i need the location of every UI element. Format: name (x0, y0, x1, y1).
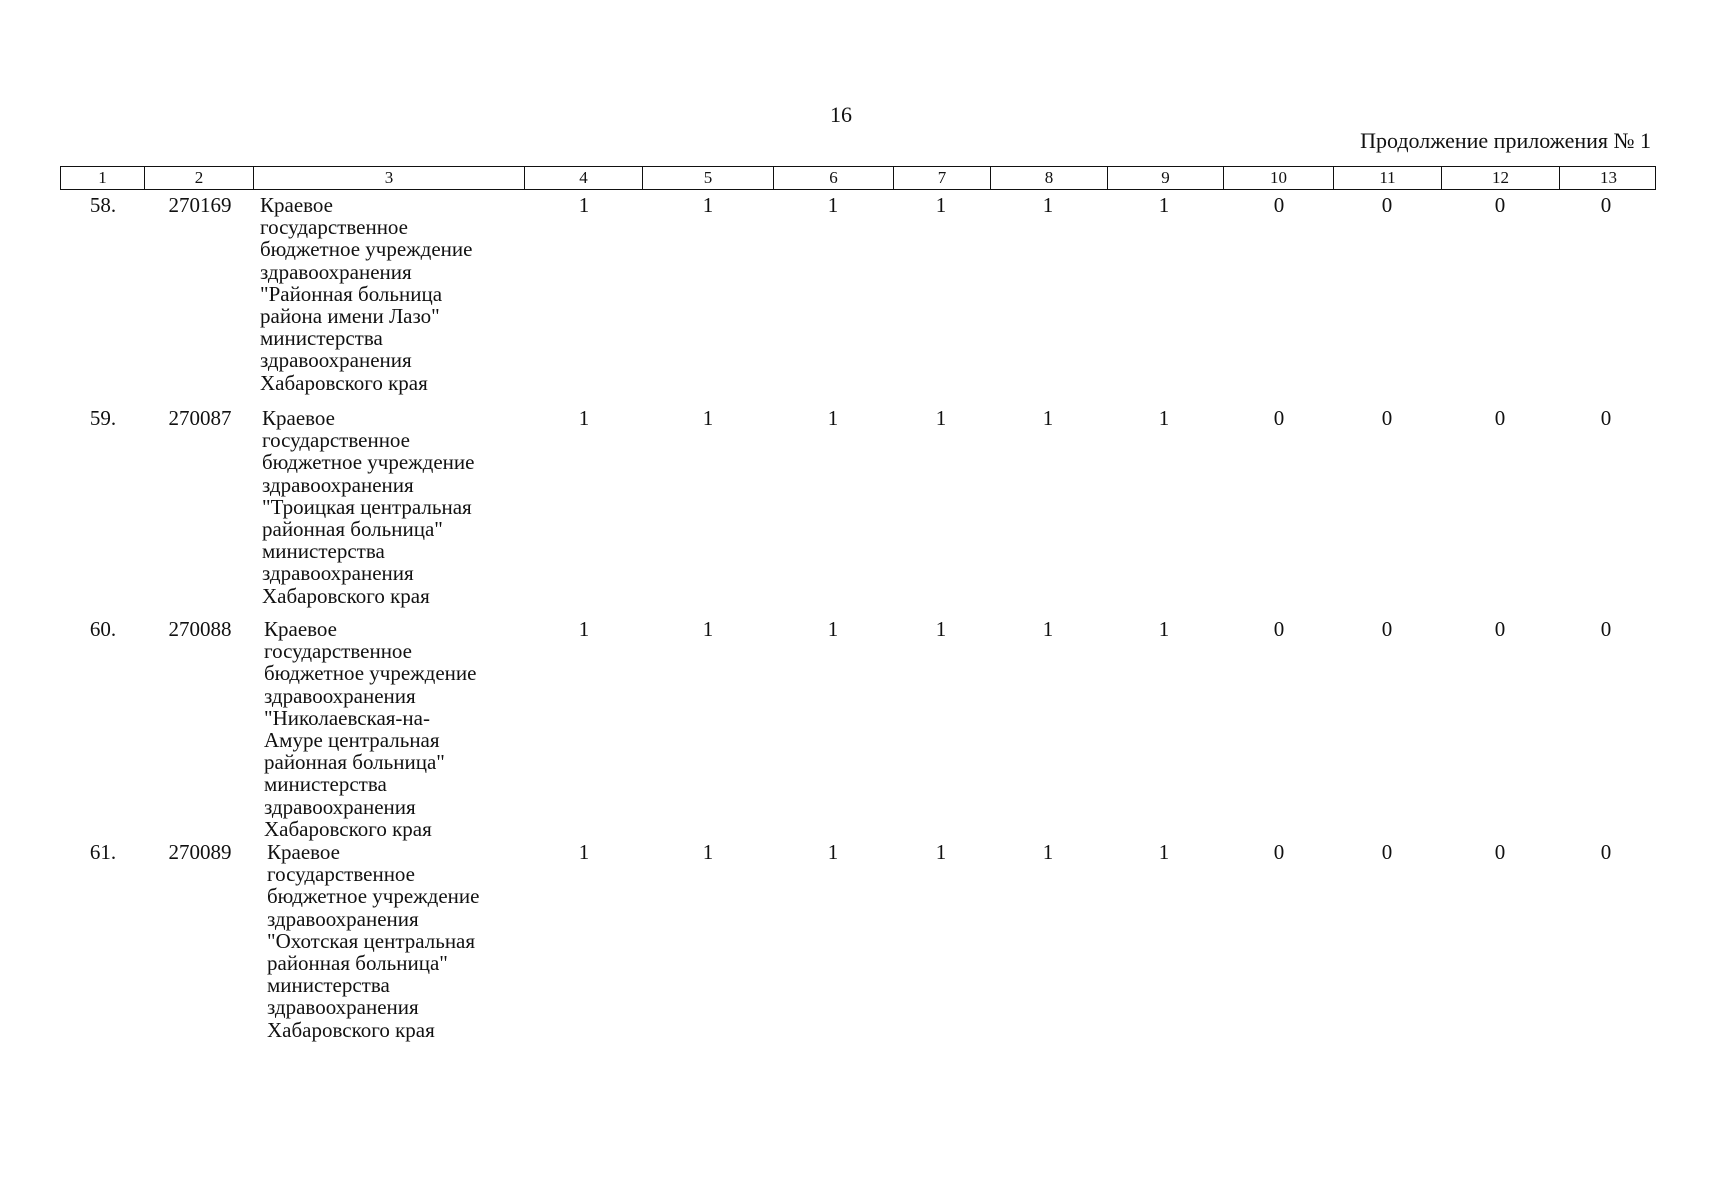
value-col-13: 0 (1600, 840, 1612, 864)
name-line: Краевое (260, 193, 333, 217)
name-line: государственное (264, 639, 413, 664)
value-col-4: 1 (578, 840, 590, 864)
institution-code: 270088 (168, 617, 232, 641)
name-line: здравоохранения (262, 472, 414, 497)
value-col-4: 1 (578, 193, 590, 217)
name-line: Хабаровского края (262, 583, 430, 608)
name-line: государственное (260, 215, 409, 240)
header-cell-9: 9 (1108, 167, 1224, 189)
header-cell-7: 7 (894, 167, 991, 189)
name-line: министерства (260, 326, 383, 351)
value-col-11: 0 (1381, 617, 1393, 641)
value-col-6: 1 (827, 617, 839, 641)
continuation-label: Продолжение приложения № 1 (1360, 128, 1651, 153)
institution-code: 270169 (168, 193, 232, 217)
value-col-12: 0 (1494, 617, 1506, 641)
header-cell-5: 5 (643, 167, 774, 189)
name-line: Хабаровского края (260, 370, 428, 395)
name-line: Хабаровского края (267, 1017, 435, 1042)
name-line: министерства (264, 772, 387, 797)
name-line: здравоохранения (260, 348, 412, 373)
name-line: Хабаровского края (264, 816, 432, 841)
name-line: бюджетное учреждение (264, 661, 477, 686)
name-line: Краевое (267, 840, 340, 864)
name-line: "Охотская центральная (267, 928, 476, 953)
header-cell-12: 12 (1442, 167, 1560, 189)
name-line: Амуре центральная (264, 728, 440, 753)
row-number: 60. (89, 617, 117, 641)
value-col-7: 1 (935, 406, 947, 430)
value-col-9: 1 (1158, 840, 1170, 864)
institution-name (264, 618, 534, 840)
name-line: района имени Лазо" (260, 304, 440, 329)
value-col-7: 1 (935, 840, 947, 864)
header-cell-13: 13 (1600, 168, 1617, 187)
name-line: Краевое (262, 406, 335, 430)
value-col-6: 1 (827, 406, 839, 430)
name-line: бюджетное учреждение (260, 237, 473, 262)
value-col-5: 1 (702, 840, 714, 864)
table-header (60, 166, 1656, 190)
name-line: бюджетное учреждение (262, 450, 475, 475)
name-line: министерства (262, 539, 385, 564)
header-cell-10: 10 (1224, 167, 1334, 189)
value-col-8: 1 (1042, 406, 1054, 430)
institution-name (267, 841, 537, 1041)
name-line: здравоохранения (264, 794, 416, 819)
value-col-6: 1 (827, 840, 839, 864)
value-col-13: 0 (1600, 193, 1612, 217)
name-line: здравоохранения (267, 906, 419, 931)
row-number: 59. (89, 406, 117, 430)
name-line: районная больница" (264, 750, 445, 775)
name-line: здравоохранения (264, 683, 416, 708)
value-col-8: 1 (1042, 840, 1054, 864)
value-col-10: 0 (1273, 193, 1285, 217)
name-line: министерства (267, 973, 390, 998)
value-col-11: 0 (1381, 406, 1393, 430)
value-col-8: 1 (1042, 617, 1054, 641)
name-line: государственное (262, 428, 411, 453)
institution-code: 270087 (168, 406, 232, 430)
name-line: "Николаевская-на- (264, 705, 430, 730)
value-col-12: 0 (1494, 193, 1506, 217)
value-col-9: 1 (1158, 617, 1170, 641)
name-line: здравоохранения (262, 561, 414, 586)
header-cell-11: 11 (1334, 167, 1442, 189)
value-col-4: 1 (578, 617, 590, 641)
value-col-4: 1 (578, 406, 590, 430)
value-col-7: 1 (935, 617, 947, 641)
header-cell-4: 4 (525, 167, 643, 189)
value-col-13: 0 (1600, 406, 1612, 430)
value-col-6: 1 (827, 193, 839, 217)
value-col-9: 1 (1158, 406, 1170, 430)
name-line: государственное (267, 862, 416, 887)
value-col-9: 1 (1158, 193, 1170, 217)
name-line: здравоохранения (267, 995, 419, 1020)
institution-code: 270089 (168, 840, 232, 864)
name-line: "Троицкая центральная (262, 494, 472, 519)
value-col-11: 0 (1381, 193, 1393, 217)
header-cell-2: 2 (145, 167, 254, 189)
name-line: Краевое (264, 617, 337, 641)
name-line: "Районная больница (260, 281, 443, 306)
name-line: районная больница" (267, 951, 448, 976)
value-col-10: 0 (1273, 406, 1285, 430)
name-line: бюджетное учреждение (267, 884, 480, 909)
row-number: 58. (89, 193, 117, 217)
header-cell-3: 3 (254, 167, 525, 189)
value-col-5: 1 (702, 193, 714, 217)
page-number: 16 (830, 102, 852, 127)
value-col-5: 1 (702, 406, 714, 430)
institution-name (260, 194, 530, 394)
value-col-13: 0 (1600, 617, 1612, 641)
value-col-10: 0 (1273, 617, 1285, 641)
value-col-12: 0 (1494, 406, 1506, 430)
name-line: здравоохранения (260, 259, 412, 284)
value-col-8: 1 (1042, 193, 1054, 217)
name-line: районная больница" (262, 517, 443, 542)
value-col-10: 0 (1273, 840, 1285, 864)
institution-name (262, 407, 532, 607)
value-col-7: 1 (935, 193, 947, 217)
row-number: 61. (89, 840, 117, 864)
header-cell-8: 8 (991, 167, 1108, 189)
value-col-5: 1 (702, 617, 714, 641)
header-cell-6: 6 (774, 167, 894, 189)
value-col-11: 0 (1381, 840, 1393, 864)
value-col-12: 0 (1494, 840, 1506, 864)
header-cell-1: 1 (61, 167, 145, 189)
